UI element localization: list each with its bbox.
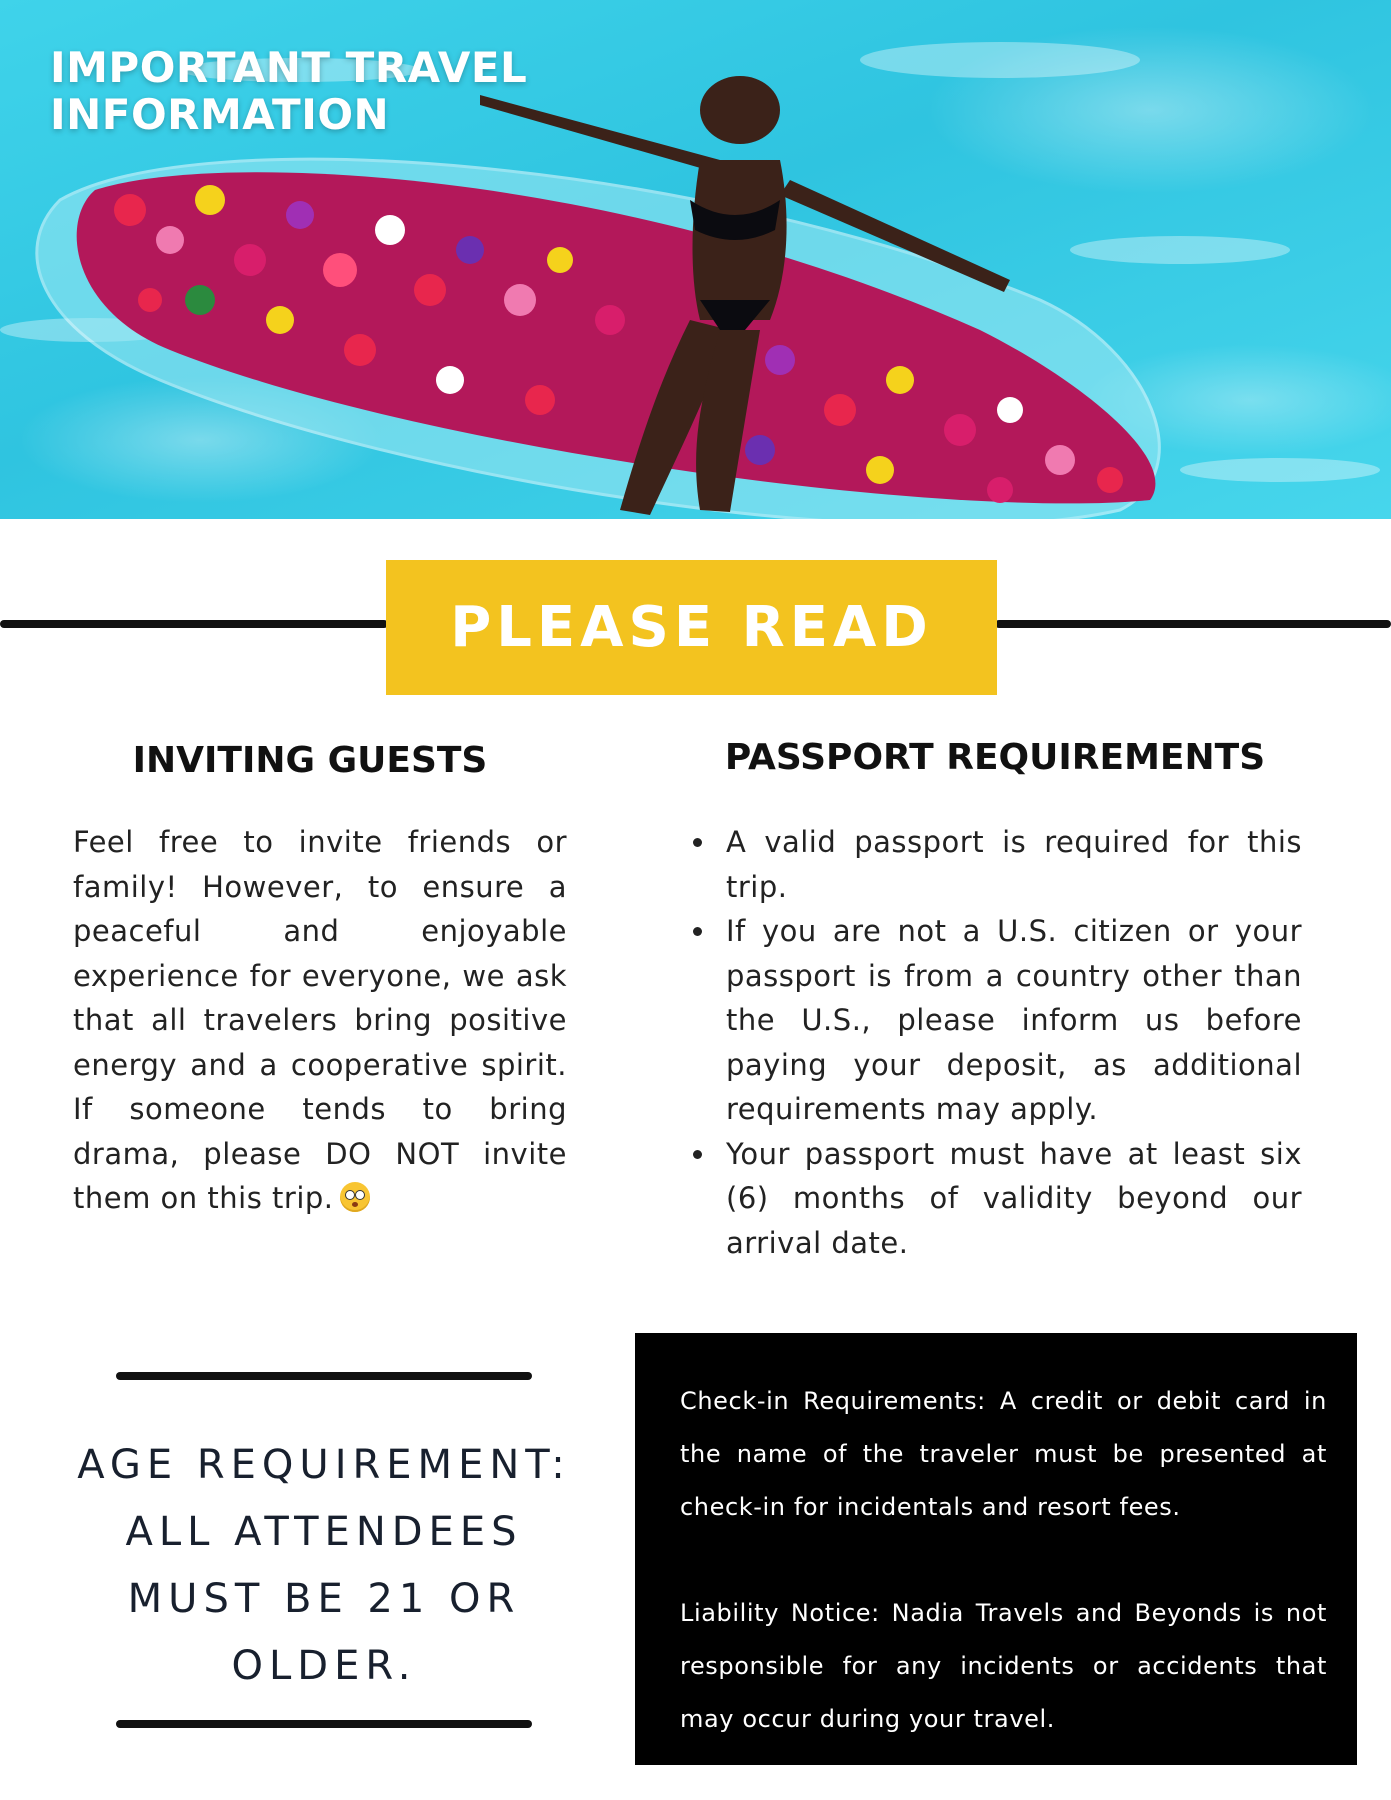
- please-read-banner: [386, 560, 997, 695]
- liability-notice: Liability Notice: Nadia Travels and Beyonds is not responsible for any incidents or accidents that may occur during your travel.: [680, 1599, 1327, 1733]
- flower-bed: [77, 172, 1156, 503]
- passport-item: Your passport must have at least six (6) months of validity beyond our arrival date.: [726, 1132, 1302, 1266]
- check-in-notice: Check-in Requirements: A credit or debit card in the name of the traveler must be presented at check-in for incidentals and resort fees.: [680, 1387, 1327, 1521]
- hero-title: IMPORTANT TRAVEL INFORMATION: [50, 43, 528, 139]
- notices-box: [635, 1333, 1357, 1765]
- age-divider-top: [116, 1372, 532, 1380]
- inviting-guests-text: Feel free to invite friends or family! However, to ensure a peaceful and enjoyable experience for everyone, we ask that all travelers bring positive energy and a cooperative spirit. If someone tends to bring drama, please DO NOT invite them on this trip.: [73, 825, 567, 1215]
- inviting-guests-heading: INVITING GUESTS: [132, 740, 488, 781]
- hero-image: [0, 0, 1391, 519]
- passport-item: If you are not a U.S. citizen or your passport is from a country other than the U.S., please inform us before paying your deposit, as additional requirements may apply.: [726, 909, 1302, 1132]
- age-divider-bottom: [116, 1720, 532, 1728]
- passport-list: [726, 820, 1302, 1265]
- age-requirement-text: AGE REQUIREMENT: ALL ATTENDEES MUST BE 21 OR OLDER.: [77, 1442, 571, 1689]
- please-read-label: PLEASE READ: [450, 595, 933, 660]
- divider-left: [0, 620, 388, 628]
- inviting-guests-body: [73, 820, 567, 1221]
- passport-item: A valid passport is required for this trip.: [726, 820, 1302, 909]
- passport-heading: PASSPORT REQUIREMENTS: [724, 737, 1266, 778]
- flushed-face-emoji-icon: [340, 1182, 370, 1212]
- divider-right: [995, 620, 1391, 628]
